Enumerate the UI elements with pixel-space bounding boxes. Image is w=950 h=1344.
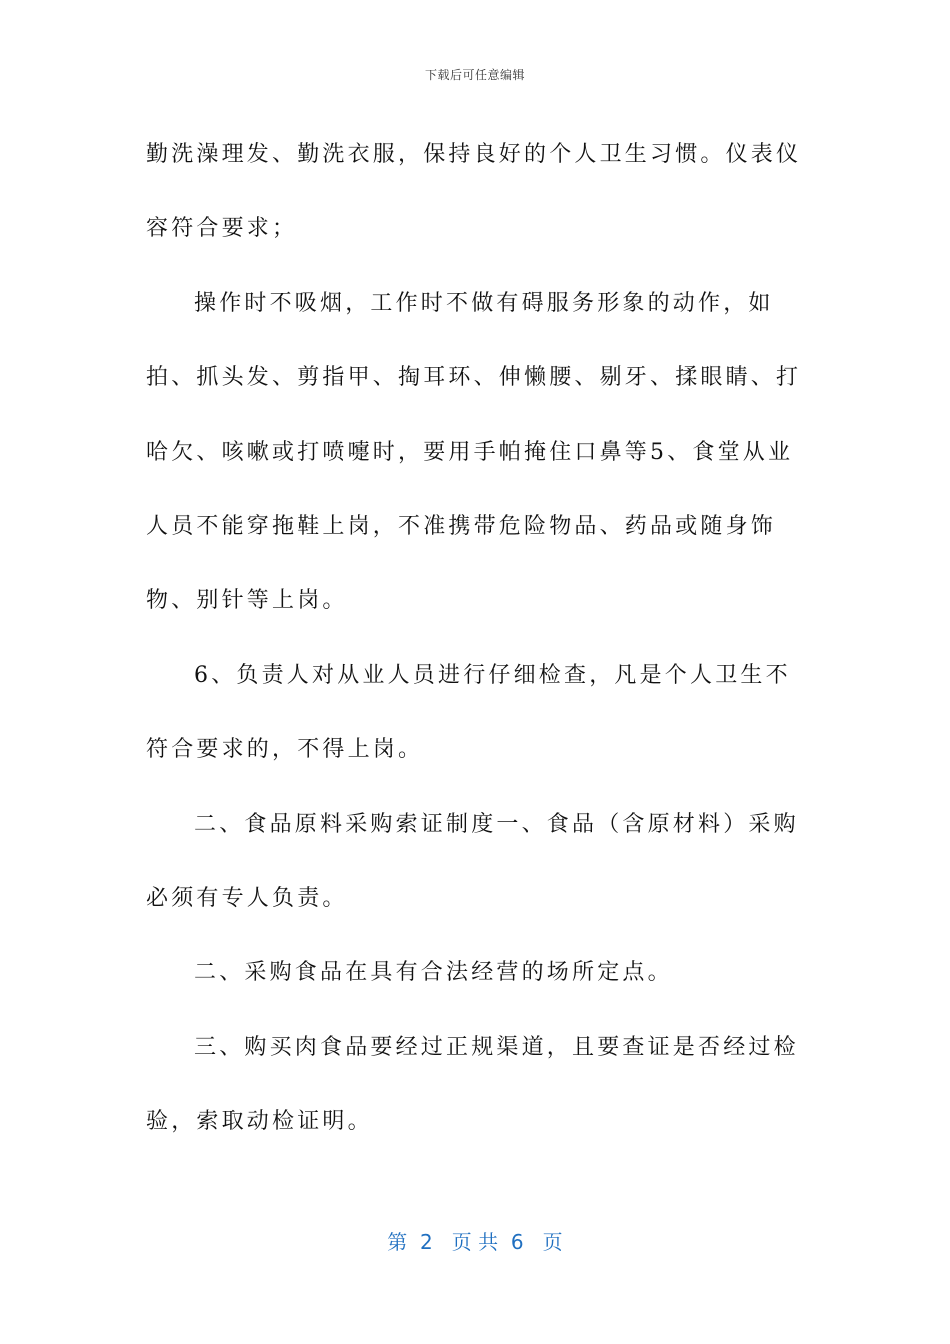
paragraph-6: 三、购买肉食品要经过正规渠道，且要查证是否经过检验，索取动检证明。 <box>146 1034 799 1135</box>
paragraph-5: 二、采购食品在具有合法经营的场所定点。 <box>194 960 673 986</box>
page-footer: 第 2 页 共 6 页 <box>387 1230 563 1254</box>
paragraph-1: 勤洗澡理发、勤洗衣服，保持良好的个人卫生习惯。仪表仪容符合要求； <box>146 142 802 242</box>
paragraph-4: 二、食品原料采购索证制度一、食品（含原材料）采购必须有专人负责。 <box>146 811 799 912</box>
paragraph-2: 操作时不吸烟，工作时不做有碍服务形象的动作，如拍、抓头发、剪指甲、掏耳环、伸懒腰、剔牙、揉眼睛、打哈欠、咳嗽或打喷嚏时，要用手帕掩住口鼻等5、食堂从业人员不能穿拖鞋上岗，不准携带危险物品、药品或随身饰物、别针等上岗。 <box>146 290 802 614</box>
document-body <box>146 118 811 1160</box>
header-note: 下载后可任意编辑 <box>424 68 525 82</box>
paragraph-3: 6、负责人对从业人员进行仔细检查，凡是个人卫生不符合要求的，不得上岗。 <box>146 662 791 763</box>
